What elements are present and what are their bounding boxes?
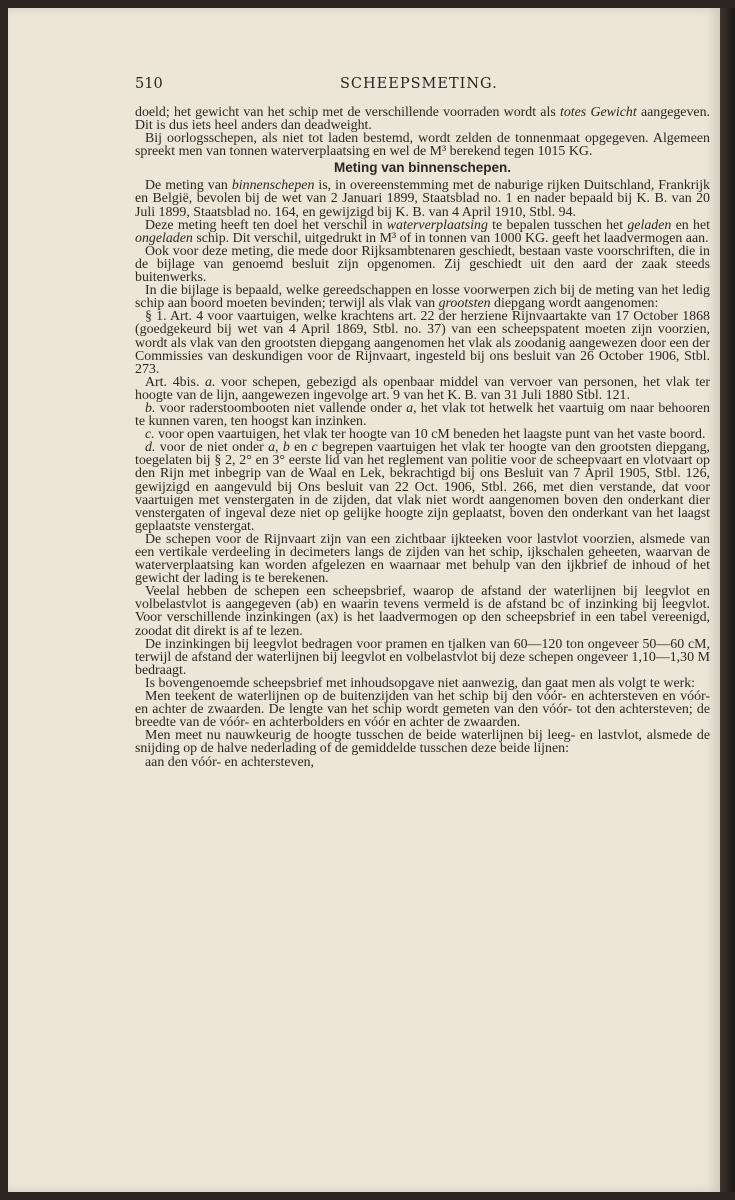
running-head: SCHEEPSMETING. bbox=[340, 76, 498, 92]
paragraph: In die bijlage is bepaald, welke gereedschappen en losse voorwerpen zich bij de meting van het ledig schip aan boord moeten bevinden; terwijl als vlak van grootsten diepgang wordt aangenomen: bbox=[135, 283, 710, 312]
body-text bbox=[135, 106, 710, 769]
section-heading: Meting van binnenschepen. bbox=[333, 160, 512, 176]
paragraph: De meting van binnenschepen is, in overeenstemming met de naburige rijken Duitschland, Frankrijk en België, bevolen bij de wet van 2 Januari 1899, Staatsblad no. 1 en nader bepaald bij K. B. van 20 Juli 1899, Staatsblad no. 164, en gewijzigd bij K. B. van 4 April 1910, Stbl. 94. bbox=[135, 178, 710, 220]
paragraph: b. voor raderstoombooten niet vallende onder a, het vlak tot hetwelk het vaartuig om naar behooren te kunnen varen, ten hoogst kan inzinken. bbox=[135, 400, 710, 430]
paragraph: De schepen voor de Rijnvaart zijn van een zichtbaar ijkteeken voor lastvlot voorzien, alsmede van een vertikale verdeeling in decimeters langs de zijden van het schip, ijkschalen geheeten, waarvan de waterverplaatsing kan worden afgelezen en waarnaar met behulp van den ijkbrief de inhoud of het gewicht der lading is te berekenen. bbox=[135, 531, 710, 587]
paragraph: Veelal hebben de schepen een scheepsbrief, waarop de afstand der waterlijnen bij leegvlot en volbelastvlot is aangegeven (ab) en waarin tevens vermeld is de afstand bc of inzinking bij leegvlot. Voor verschillende inzinkingen (ax) is het laadvermogen op den scheepsbrief in een tabel vereenigd, zoodat dit direkt is af te lezen. bbox=[135, 584, 710, 639]
page-header bbox=[135, 76, 710, 96]
paragraph: § 1. Art. 4 voor vaartuigen, welke krachtens art. 22 der herziene Rijnvaartakte van 17 October 1868 (goedgekeurd bij wet van 4 April 1869, Stbl. no. 37) van een scheepspatent moeten zijn voorzien, wordt als vlak van den grootsten diepgang aangenomen het vlak als zoodanig aangewezen door een der Commissies van deskundigen voor de Rijnvaart, ingesteld bij ons besluit van 26 October 1906, Stbl. 273. bbox=[135, 309, 710, 377]
paragraph: Art. 4bis. a. voor schepen, gebezigd als openbaar middel van vervoer van personen, het vlak ter hoogte van de lijn, aangewezen ingevolge art. 9 van het K. B. van 31 Juli 1880 Stbl. 121. bbox=[135, 374, 710, 403]
paragraph: Bij oorlogsschepen, als niet tot laden bestemd, wordt zelden de tonnenmaat opgegeven. Algemeen spreekt men van tonnen waterverplaatsing en wel de M³ berekend tegen 1015 KG. bbox=[135, 131, 710, 160]
paragraph: De inzinkingen bij leegvlot bedragen voor pramen en tjalken van 60—120 ton ongeveer 50—60 cM, terwijl de afstand der waterlijnen bij leegvlot en volbelastvlot bij deze schepen ongeveer 1,10—1,30 M bedraagt. bbox=[135, 636, 710, 678]
paragraph: aan den vóór- en achtersteven, bbox=[145, 754, 315, 770]
paragraph: Men meet nu nauwkeurig de hoogte tusschen de beide waterlijnen bij leeg- en lastvlot, alsmede de snijding op de halve nederlading of de gemiddelde tusschen deze beide lijnen: bbox=[135, 728, 710, 757]
page-number: 510 bbox=[135, 76, 163, 92]
paragraph: Men teekent de waterlijnen op de buitenzijden van het schip bij den vóór- en achtersteven en vóór- en achter de zwaarden. De lengte van het schip wordt gemeten van den vóór- tot den achtersteven; de breedte van de vóór- en achterbolders en vóór en achter de zwaarden. bbox=[135, 689, 710, 731]
paragraph: doeld; het gewicht van het schip met de verschillende voorraden wordt als totes Gewicht aangegeven. Dit is dus iets heel anders dan deadweight. bbox=[135, 105, 710, 134]
paragraph: c. voor open vaartuigen, het vlak ter hoogte van 10 cM beneden het laagste punt van het vaste boord. bbox=[145, 427, 706, 443]
paragraph: Is bovengenoemde scheepsbrief met inhoudsopgave niet aanwezig, dan gaat men als volgt te werk: bbox=[145, 675, 696, 691]
book-spine bbox=[720, 8, 735, 1192]
paragraph: Ook voor deze meting, die mede door Rijksambtenaren geschiedt, bestaan vaste voorschriften, die in de bijlage van genoemd besluit zijn opgenomen. Zij geschiedt uit den aard der zaak steeds buitenwerks. bbox=[135, 243, 710, 286]
paragraph: d. voor de niet onder a, b en c begrepen vaartuigen het vlak ter hoogte van den grootsten diepgang, toegelaten bij § 2, 2° en 3° eerste lid van het reglement van politie voor de scheepvaart en vlotvaart op den Rijn met inbegrip van de Waal en Lek, bekrachtigd bij ons Besluit van 7 April 1905, Stbl. 126, gewijzigd en aangevuld bij Ons besluit van 22 Oct. 1906, Stbl. 266, met dien verstande, dat voor vaartuigen met venstergaten in de zijden, dat vlak niet wordt aangenomen boven den onderkant dier venstergaten of ingeval deze niet op gelijke hoogte zijn geplaatst, boven den onderkant van het laagst geplaatste venstergat. bbox=[135, 440, 710, 534]
paragraph: Deze meting heeft ten doel het verschil in waterverplaatsing te bepalen tusschen het geladen en het ongeladen schip. Dit verschil, uitgedrukt in M³ of in tonnen van 1000 KG. geeft het laadvermogen aan. bbox=[135, 217, 710, 246]
